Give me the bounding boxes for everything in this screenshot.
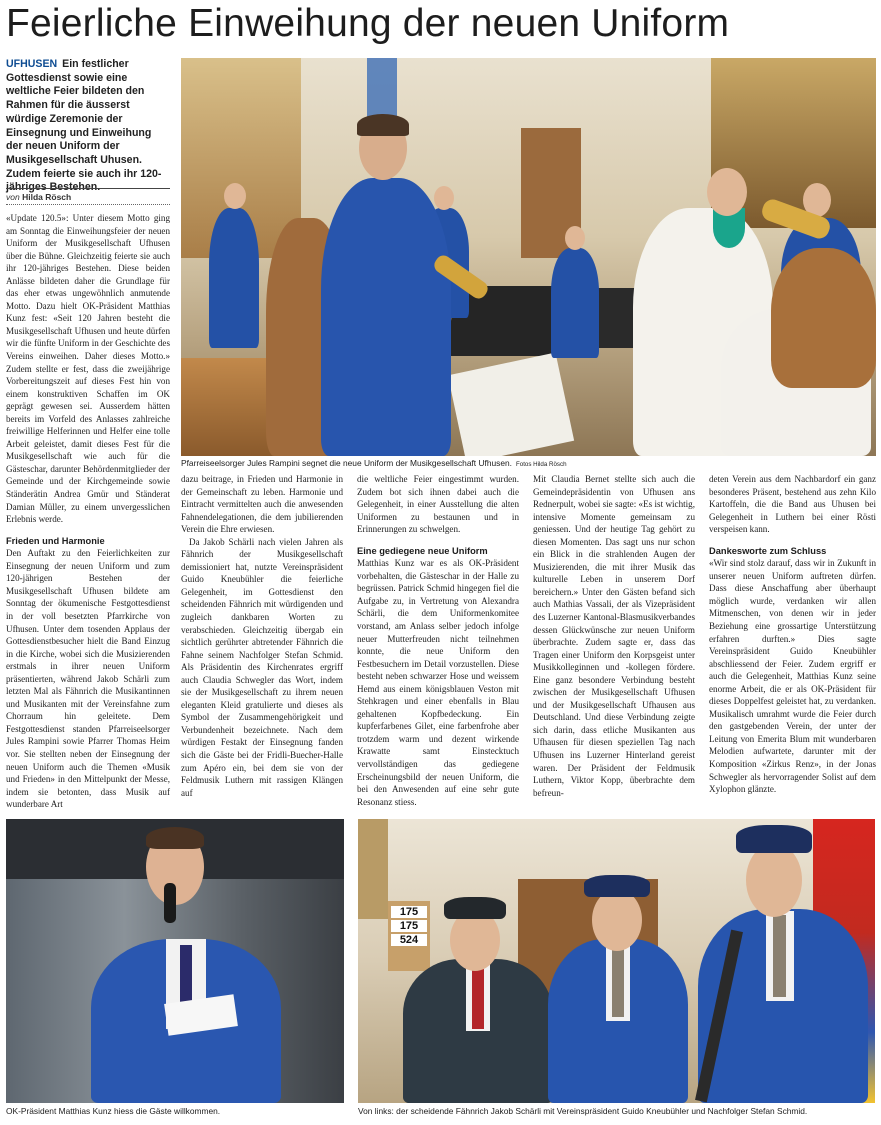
subheading-frieden: Frieden und Harmonie [6,535,105,546]
lead-text: Ein festlicher Gottesdienst sowie eine weltliche Feier bildeten den Rahmen für die äusserst würdige Zeremonie der Einsegnung und Einweihung der neuen Uniform der Musikgesellschaft Uhusen. Zudem feierte sie auch ihr 120-jähriges Bestehen. [6,58,162,194]
dateline: UFHUSEN [6,58,58,70]
article-column-4 [533,473,695,799]
article-column-3 [357,473,519,808]
paragraph: deten Verein aus dem Nachbardorf ein ganz besonderes Präsent, bestehend aus zehn Kilo Kartoffeln, die die Band aus Uhusen bei Gelegenheit in Luthern bei einer Rösti verspeisen kann. [709,474,876,535]
lead-paragraph [6,58,170,195]
photo-flag-bearers [358,819,875,1103]
article-column-2 [181,473,343,799]
caption-speaker: OK-Präsident Matthias Kunz hiess die Gäste willkommen. [6,1106,221,1116]
paragraph: Matthias Kunz war es als OK-Präsident vorbehalten, die Gästeschar in der Halle zu begrüssen. Patrick Schmid hingegen fiel die Aufgabe zu, in Vertretung von Alexandra Schärli, die dem Uniformenkomitee vorstand, am Anlass selber jedoch infolge neuer Mutterfreuden nicht teilnehmen konnte, die neue Uniform den Festbesuchern im Detail vorzustellen. Diese besteht neben schwarzer Hose und weissem Hemd aus einem königsblauen Veston mit Stehkragen und einer ebenfalls in Blau gehaltenen Kopfbedeckung. Ein kupferfarbenes Gilet, eine farbenfrohe aber trotzdem warm und dezent wirkende Krawatte samt Einstecktuch vervollständigen das gediegene Erscheinungsbild der neuen Uniform, die bei den Anwesenden auf eine sehr gute Resonanz stiess. [357,558,519,807]
paragraph: «Wir sind stolz darauf, dass wir in Zukunft in unserer neuen Uniform auftreten dürfen. Dass diese Anschaffung aber überhaupt möglich wurde, verdanken wir allen Mitmenschen, von denen wir in jeder Beziehung eine grossartige Unterstützung erfahren durften.» Dies sagte Vereinspräsident Guido Kneubühler abschliessend der Feier. Zudem ergriff er auch die Gelegenheit, Matthias Kunz seine enorme Arbeit, die er als OK-Präsident für dieses Doppelfest geleistet hat, zu verdanken. Musikalisch umrahmt wurde die Feier durch den gastgebenden Verein, der unter der Leitung von Emerita Blum mit wunderbaren Melodien aufwartete, darunter mit der Komposition «Zirkus Renz», in der Jonas Schwegler als hervorragender Solist auf dem Xylophon glänzte. [709,558,876,795]
paragraph: «Update 120.5»: Unter diesem Motto ging am Sonntag die Einweihungsfeier der neuen Uniform der Musikgesellschaft Ufhusen über die Bühne. Gleichzeitig feierte sie auch ihr 120-jähriges Bestehen. Diese beiden Anlässe bildeten daher die Grundlage für das eher etwas ungewöhnlich anmutende Motto. Dazu hielt OK-Präsident Matthias Kunz fest: «Seit 120 Jahren besteht die Musikgesellschaft Ufhusen und heute dürfen wir die fünfte Uniform in der Geschichte des Vereins einweihen. Daher dieses Motto.» Zudem stellte er fest, dass die zweijährige Vorbereitungszeit auf dieses Fest hin von einem konstruktiven Schaffen im OK geprägt gewesen sei. Ausserdem hätten bereits im Vorfeld des Anlasses zahlreiche freiwillige Helferinnen und Helfer eine tolle Arbeit geleistet, damit dieses Fest für die Musikgesellschaft wie auch für die Gästeschar, darunter Behördenmitglieder der Gemeinde und der Kirchgemeinde sowie Ständerätin Andrea Gmür und Ständerat Damian Müller, zu einem unvergesslichen Erlebnis werde. [6,213,170,525]
paragraph: Da Jakob Schärli nach vielen Jahren als Fähnrich der Musikgesellschaft demissioniert hat, nutzte Vereinspräsident Guido Kneubühler die feierliche Gelegenheit, im Gottesdienst den scheidenden Fähnrich mit würdigenden und zugleich dankbaren Worten zu verabschieden. Gleichzeitig übergab ein sichtlich gerührter abtretender Fähnrich die Fahne seinem Nachfolger Stefan Schmid. Als Präsidentin des Kirchenrates ergriff auch Claudia Schwegler das Wort, indem sie der Musikgesellschaft zu ihrem neuen eleganten Kleid gratulierte und dieses als Symbol der Zusammengehörigkeit und Verbundenheit bezeichnete. Nach dem würdigen Festakt der Einsegnung fanden sich die Gäste bei der Fridli-Buecher-Halle zum Apéro ein, bei dem sie von der Feldmusik Luthern mit rassigen Klängen auf [181,536,343,798]
byline-prefix: von [6,192,20,202]
subheading-dankesworte: Dankesworte zum Schluss [709,545,827,556]
subheading-uniform: Eine gediegene neue Uniform [357,545,488,556]
hymn-board-number: 175 [391,920,427,932]
paragraph: dazu beitrage, in Frieden und Harmonie in der Gemeinschaft zu leben. Harmonie und Eintracht vermittelten auch die anwesenden Fahnendelegationen, die dem jubilierenden Verein die Ehre erwiesen. [181,474,343,535]
paragraph: Mit Claudia Bernet stellte sich auch die Gemeindepräsidentin von Ufhusen ans Rednerpult, wobei sie sagte: «Es ist wichtig, intensive Momente gemeinsam zu geniessen. Und der heutige Tag gehört zu diesen Momenten. Das sagt uns nur schon ein Blick in die strahlenden Augen der Musizierenden, die mit ihrer Musik das kulturelle Leben in unserem Dorf bereichern.» Unter den Gästen befand sich auch Mathias Vassali, der als Vizepräsident des Luzerner Kantonal-Blasmusikverbandes dessen Glückwünsche zur neuen Uniform überbrachte. Zudem sagte er, dass das Tragen einer Uniform den Korpsgeist unter Musikkolleginnen und -kollegen fördere. Eine ganz besondere Verbindung besteht zwischen der Musikgesellschaft Ufhusen und der Musikgesellschaft Ufhausen aus Deutschland. Und diese Verbindung zeigte sich darin, dass etliche Musikanten aus Ufhausen für diesen speziellen Tag nach Ufhusen ins Luzerner Hinterland gereist waren. Der Präsident der Feldmusik Luthern, Viktor Kopp, überbrachte dem befreun- [533,474,695,798]
author-name: Hilda Rösch [22,192,72,202]
byline [6,192,170,202]
caption-flag-bearers: Von links: der scheidende Fähnrich Jakob Schärli mit Vereinspräsident Guido Kneubühler und Nachfolger Stefan Schmid. [358,1106,808,1116]
hymn-board-number: 175 [391,906,427,918]
photo-speaker [6,819,344,1103]
article-column-5 [709,473,876,796]
article-column-1 [6,212,170,811]
photo-blessing-ceremony [181,58,876,456]
hymn-board-number: 524 [391,934,427,946]
caption-text: Pfarreiseelsorger Jules Rampini segnet die neue Uniform der Musikgesellschaft Ufhusen. [181,458,512,468]
headline: Feierliche Einweihung der neuen Uniform [6,2,730,45]
paragraph: die weltliche Feier eingestimmt wurden. Zudem bot sich ihnen dabei auch die Gelegenheit, in einer Ausstellung die alten Uniformen zu bestaunen und in Erinnerungen zu schwelgen. [357,474,519,535]
paragraph: Den Auftakt zu den Feierlichkeiten zur Einsegnung der neuen Uniform und zum 120-jährigen Bestehen der Musikgesellschaft Ufhusen bildete am Sonntag der ökumenische Festgottesdienst in der voll besetzten Pfarrkirche von Ufhusen. Unter dem tosenden Applaus der Gottesdienstbesucher hielt die Band Einzug in die Kirche, wobei sich die Musizierenden erstmals in ihrer neuen Uniform präsentierten, während Jakob Schärli zum letzten Mal als Fähnrich die Musikantinnen und Musikanten mit der Vereinsfahne zum Chorraum hin geleitete. Dem Festgottesdienst standen Pfarreiseelsorger Jules Rampini sowie Pfarrer Thomas Heim vor. Sie stellten neben der Einsegnung der neuen Uniform auch die Themen «Musik und Frieden» in den Mittelpunkt der Messe, indem sie betonten, dass Musik auf wunderbare Art [6,548,170,810]
byline-rule-dotted [6,204,170,205]
photo-credit: Fotos Hilda Rösch [515,461,567,468]
byline-rule [6,188,170,189]
caption-main-photo [181,458,567,468]
